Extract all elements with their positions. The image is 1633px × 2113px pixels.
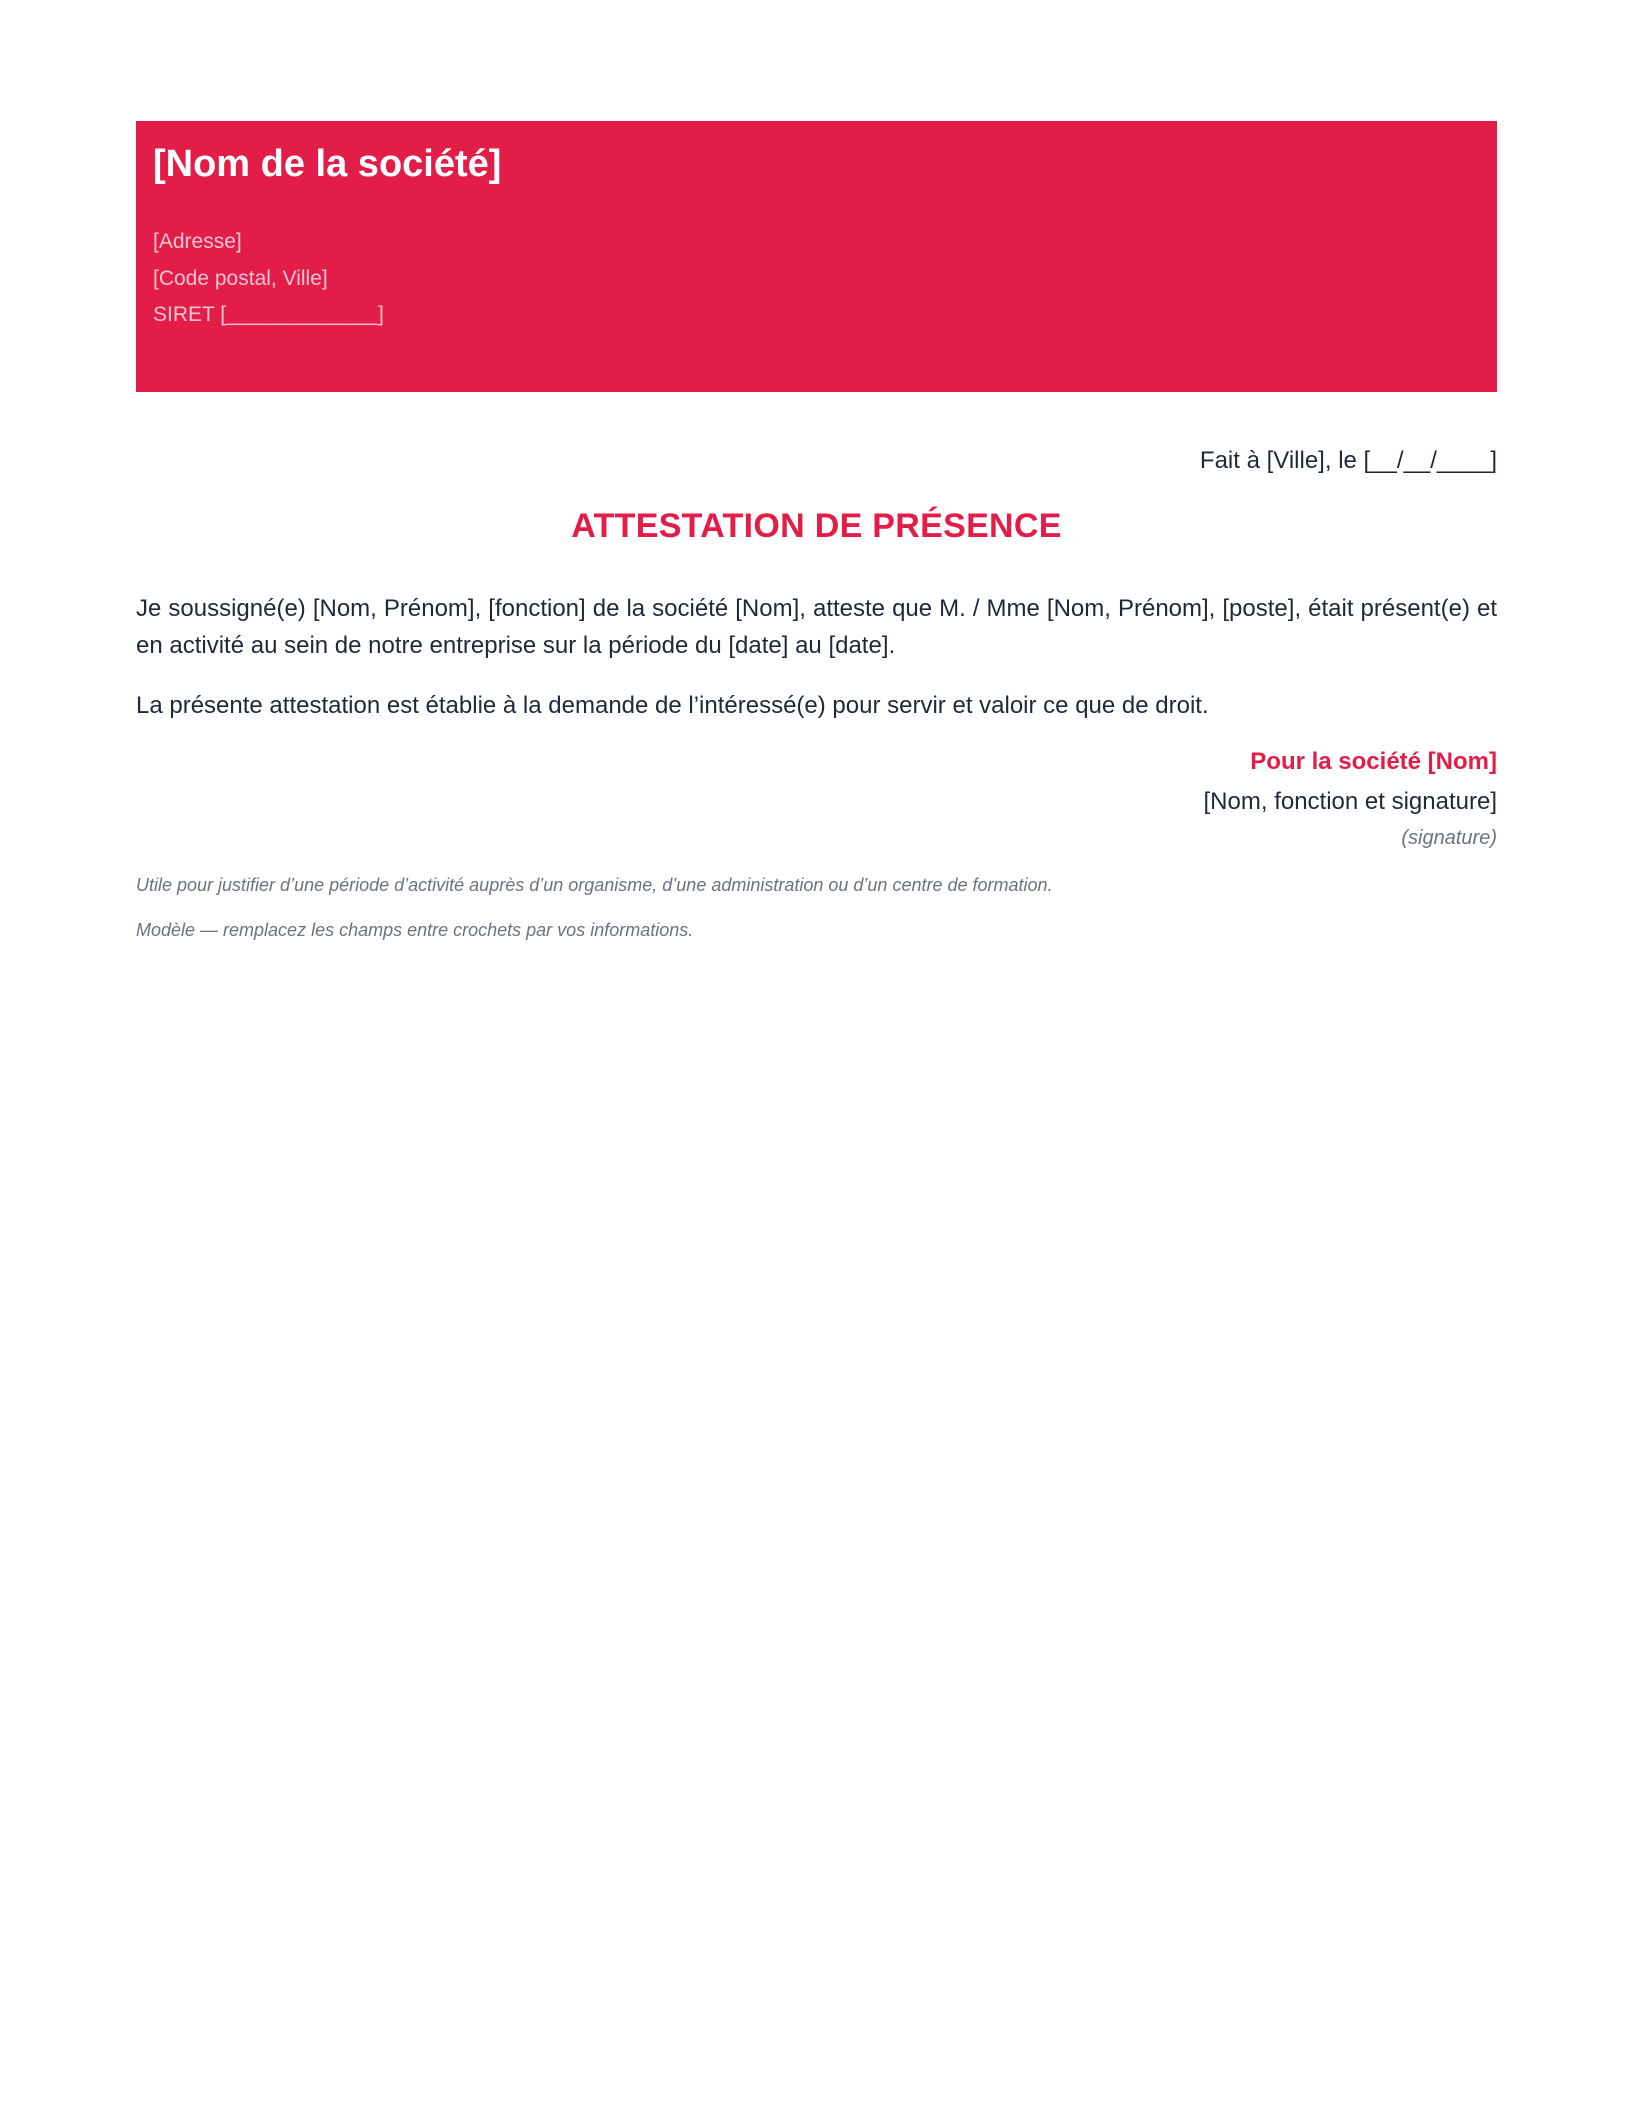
attestation-paragraph: Je soussigné(e) [Nom, Prénom], [fonction] de la société [Nom], atteste que M. / Mme [Nom, Prénom], [poste], était présent(e) et en activité au sein de notre entreprise sur la période du [date] au [date].: [136, 595, 1497, 659]
company-siret: SIRET [_____________]: [153, 303, 384, 326]
document-title: ATTESTATION DE PRÉSENCE: [571, 507, 1062, 545]
usage-note: Utile pour justifier d’une période d’activité auprès d’un organisme, d’une administration ou d’un centre de formation.: [136, 875, 1053, 895]
signature-name: [Nom, fonction et signature]: [1203, 788, 1497, 815]
template-note: Modèle — remplacez les champs entre crochets par vos informations.: [136, 920, 694, 940]
company-header: [136, 121, 1497, 392]
purpose-paragraph: La présente attestation est établie à la demande de l’intéressé(e) pour servir et valoir ce que de droit.: [136, 692, 1209, 719]
company-address: [Adresse]: [153, 230, 242, 253]
company-postal-city: [Code postal, Ville]: [153, 267, 328, 290]
signature-company: Pour la société [Nom]: [1250, 748, 1497, 775]
signature-hint: (signature): [1401, 827, 1497, 849]
date-place-line: Fait à [Ville], le [__/__/____]: [1199, 447, 1497, 474]
company-name: [Nom de la société]: [153, 143, 502, 185]
